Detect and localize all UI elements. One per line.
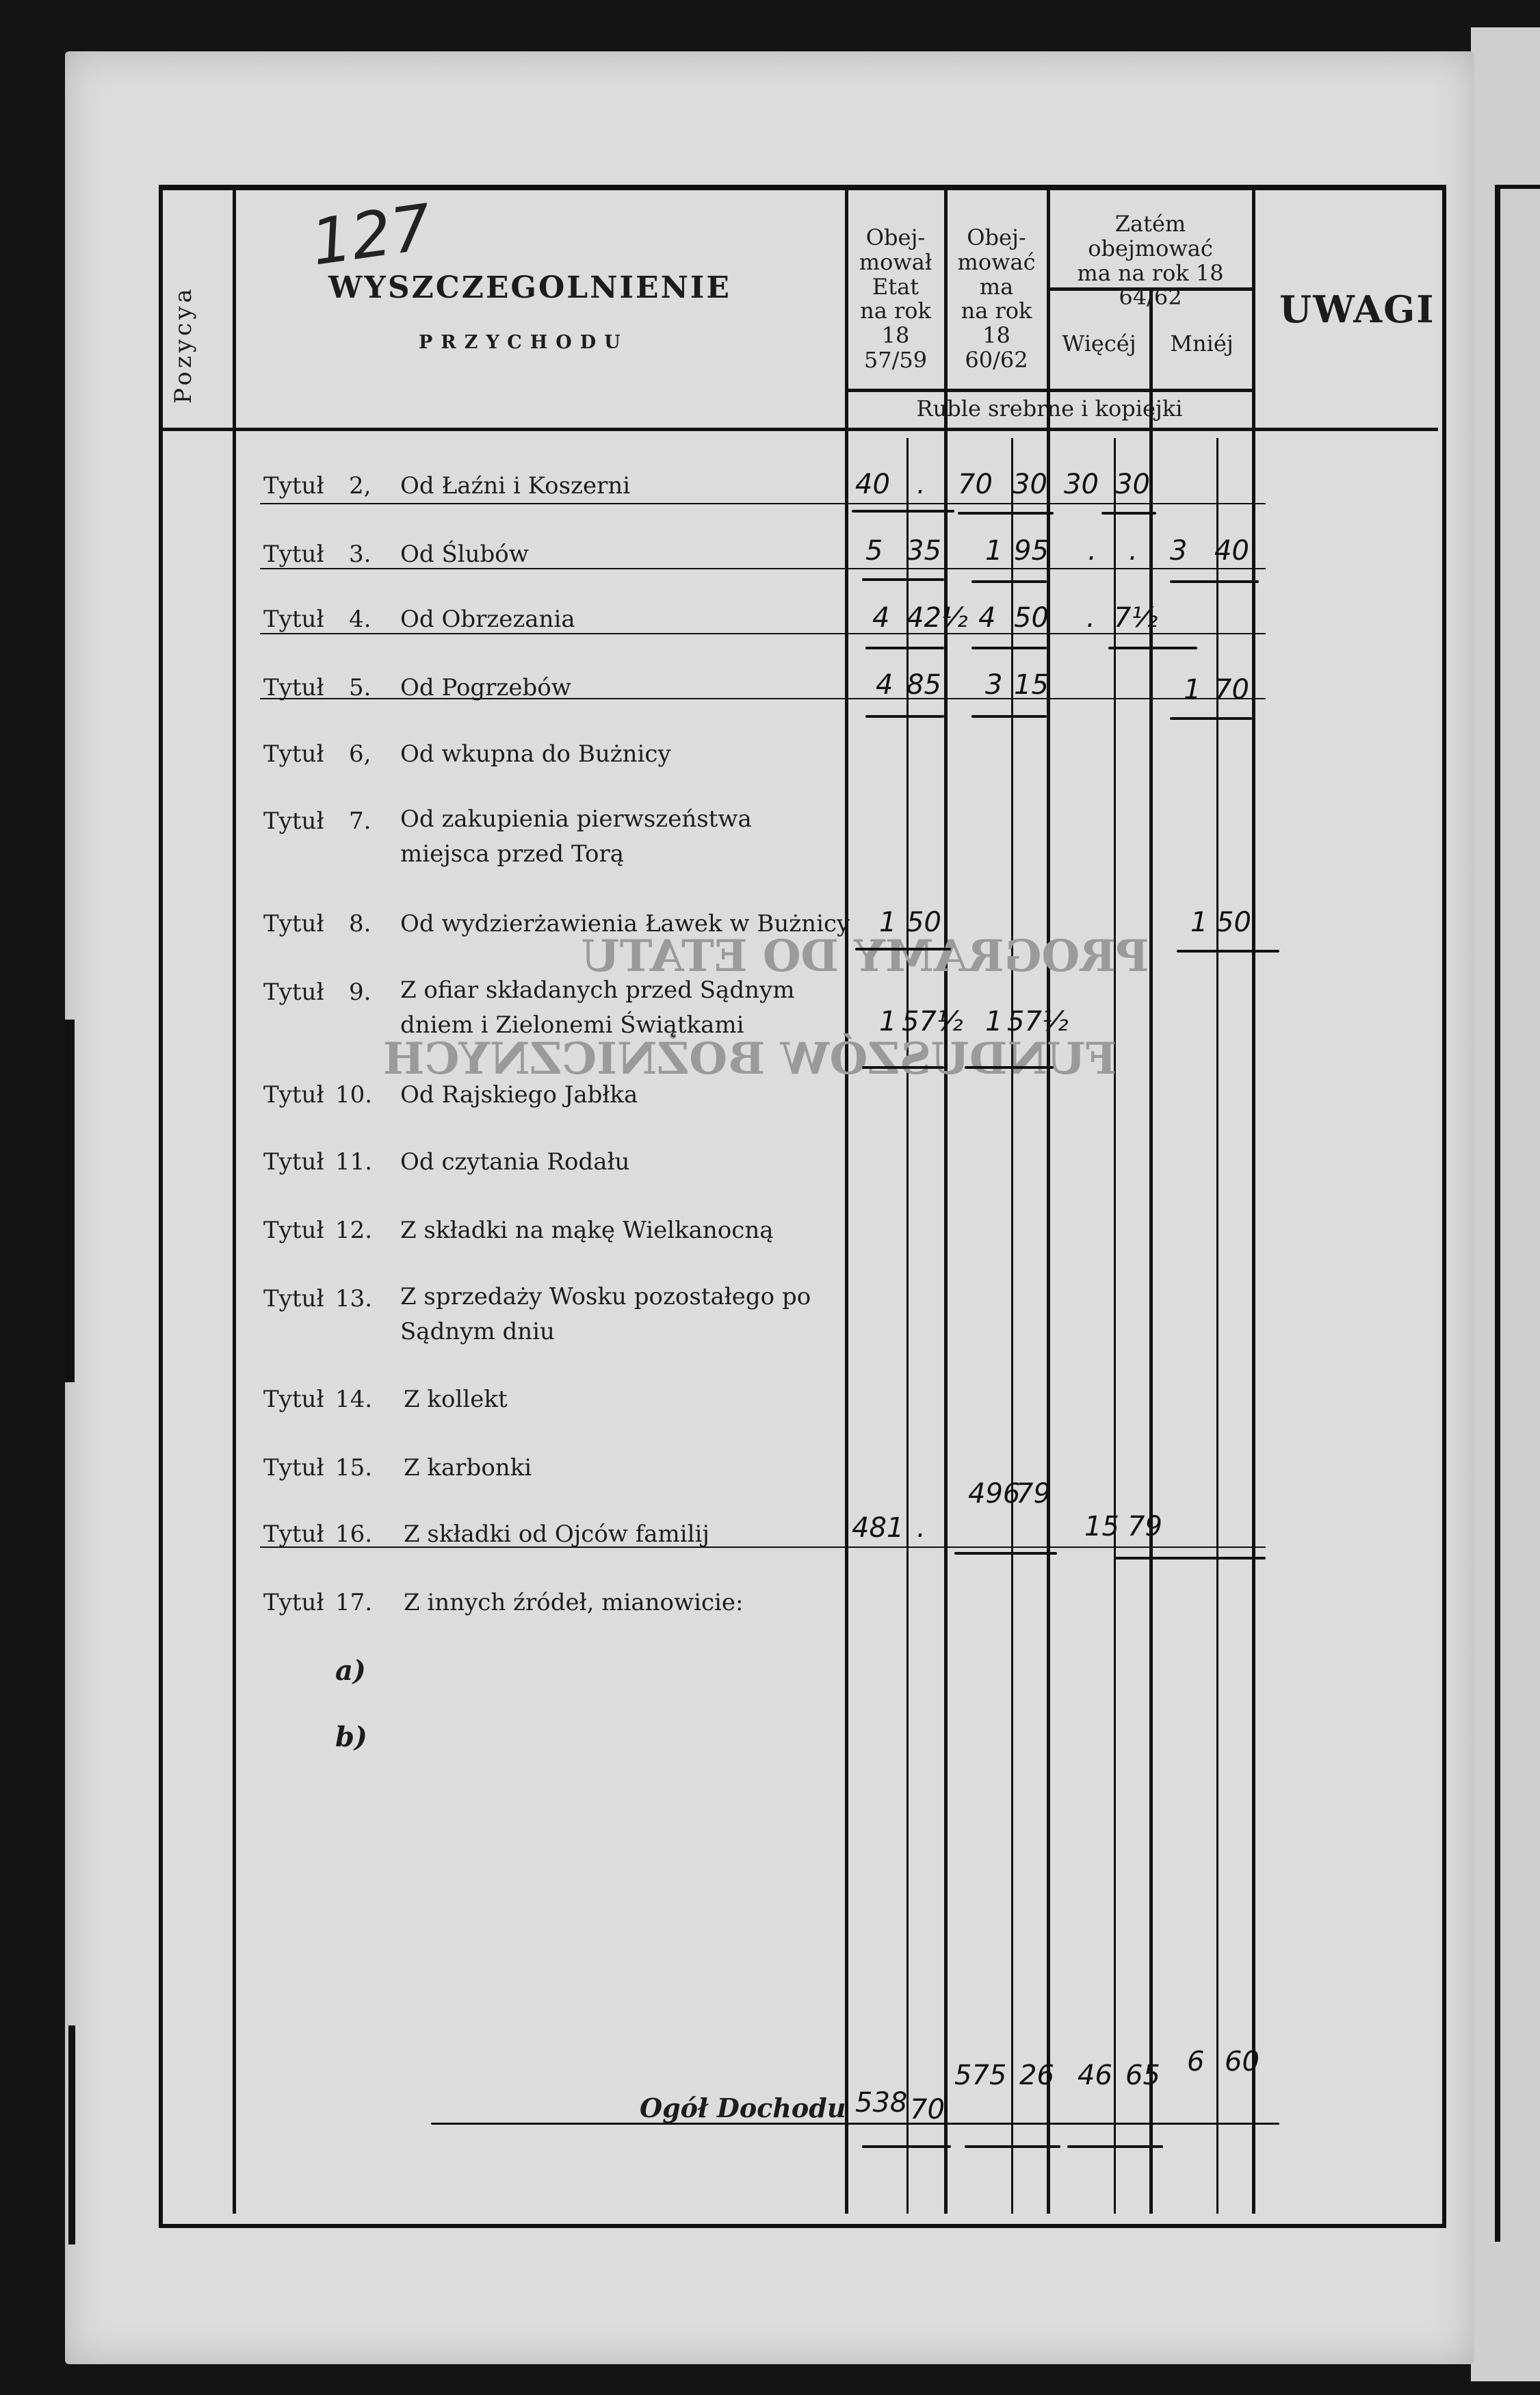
edge-shadow [68, 2025, 75, 2244]
col-mniej-header: Mniéj [1170, 331, 1234, 357]
kopiejki-line [1011, 438, 1013, 2214]
row-rule [260, 503, 1266, 504]
header-rule [845, 389, 1252, 392]
col-zatem-header: Zatém obejmować ma na rok 18 64/62 [1077, 211, 1224, 311]
kopiejki-line [1114, 438, 1116, 2214]
amount-column-line [944, 188, 948, 2214]
amount-column-line [1252, 188, 1255, 2214]
uwagi-header: UWAGI [1279, 287, 1435, 331]
adjacent-page-strip [1471, 27, 1540, 2381]
total-label: Ogół Dochodu [640, 2093, 846, 2123]
pozycja-label: Pozycya [170, 285, 197, 404]
sub-item-b: b) [335, 1721, 367, 1753]
kopiejki-line [906, 438, 909, 2214]
amount-column-line [845, 188, 848, 2214]
row-rule [260, 568, 1266, 569]
section-subtitle: PRZYCHODU [419, 332, 629, 353]
col-etat-header: Obej- mował Etat na rok 18 57/59 [859, 224, 932, 374]
header-bottom-rule [163, 428, 1438, 431]
pozycja-column-line [233, 188, 236, 2214]
col-wiecej-header: Więcéj [1062, 331, 1136, 357]
stamp-text: PROGRAMY DO ETATU [582, 931, 1149, 982]
edge-shadow [65, 1020, 75, 1382]
row-rule [260, 1546, 1266, 1548]
section-title: WYSZCZEGOLNIENIE [328, 270, 731, 305]
page-number: 127 [306, 190, 436, 280]
currency-label: Ruble srebrne i kopiejki [916, 396, 1183, 422]
row-rule [260, 698, 1266, 699]
col-obejmowac-header: Obej- mować ma na rok 18 60/62 [957, 224, 1036, 374]
sub-item-a: a) [335, 1655, 366, 1687]
amount-column-line [1149, 287, 1153, 2214]
stamp-text: FUNDUSZÓW BOŻNICZNYCH [383, 1033, 1117, 1085]
